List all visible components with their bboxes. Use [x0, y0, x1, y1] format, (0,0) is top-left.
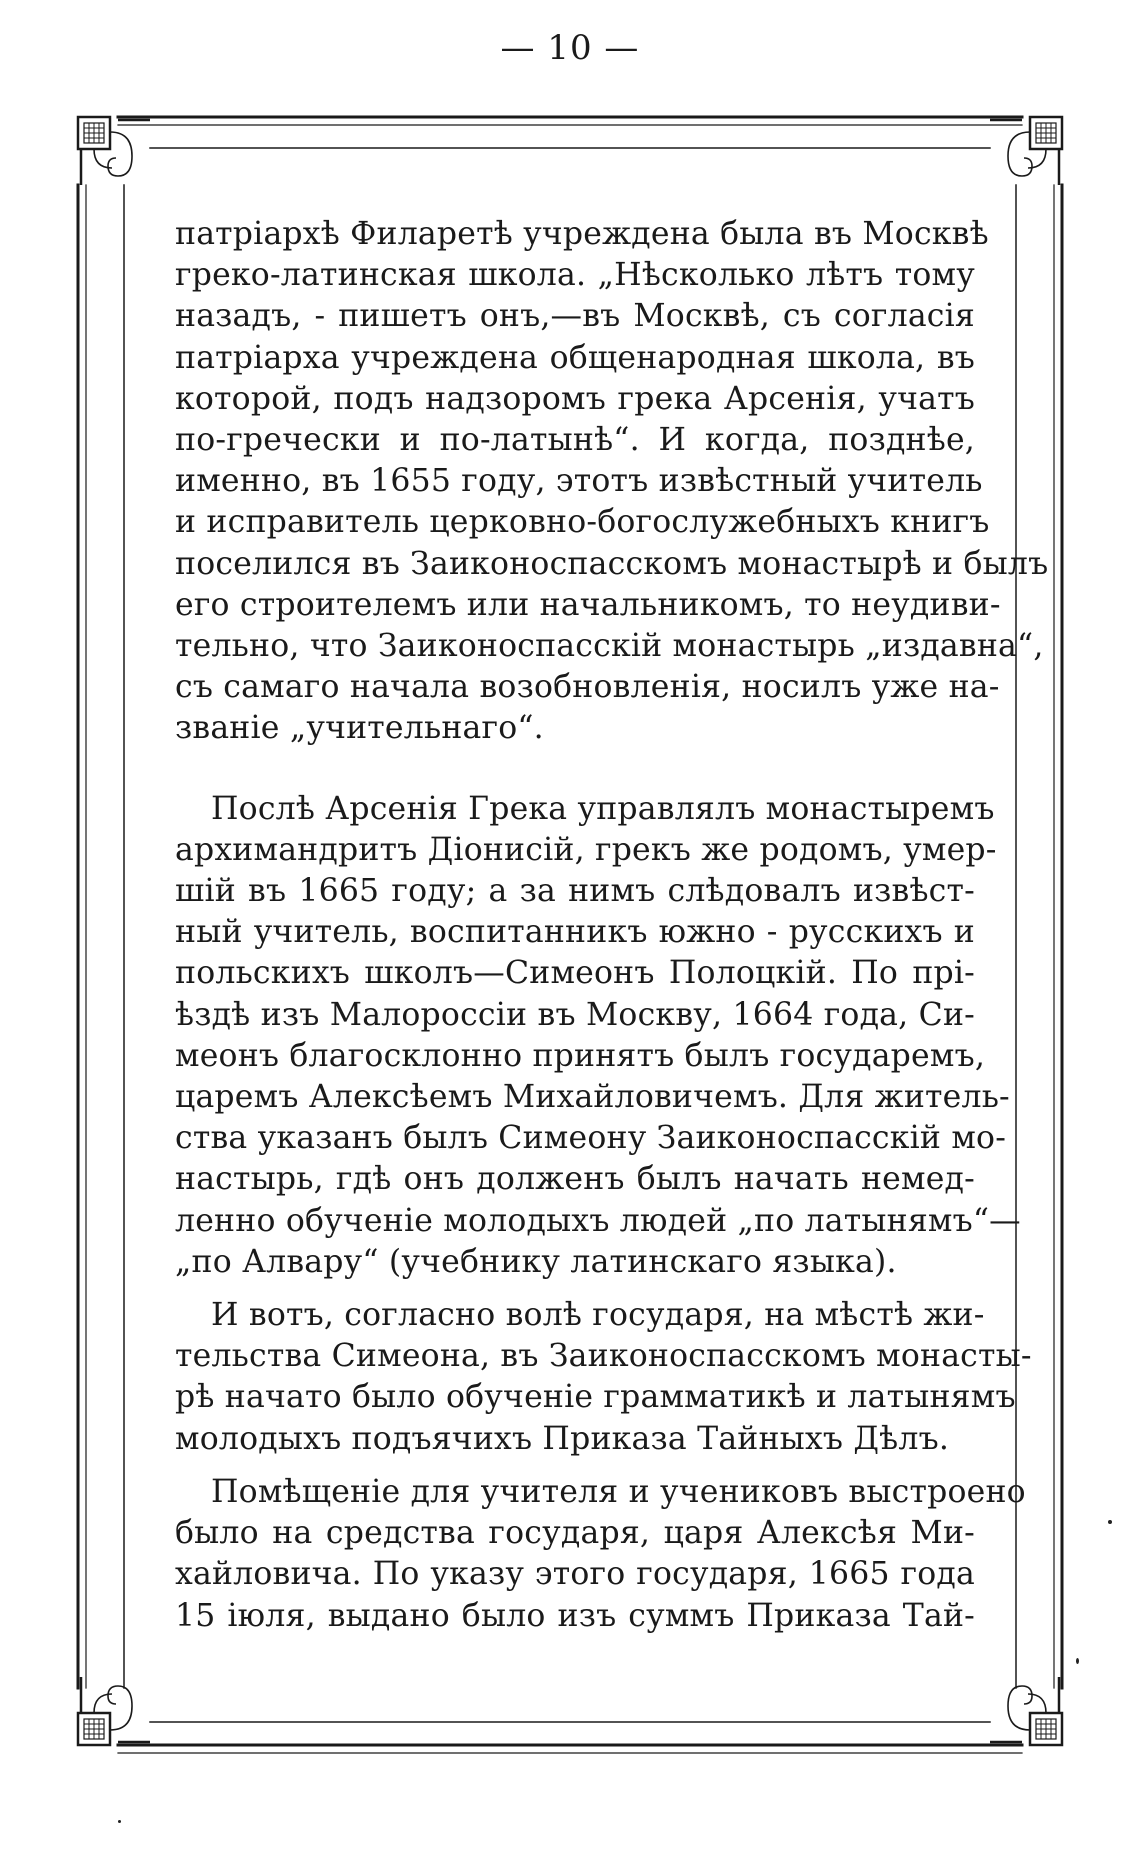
- text-line: хайловича. По указу этого государя, 1665 года: [175, 1556, 975, 1593]
- paragraph-4: [175, 1472, 1026, 1637]
- text-line: настырь, гдѣ онъ долженъ былъ начать немед-: [175, 1161, 975, 1198]
- text-line: которой, подъ надзоромъ грека Арсенія, учатъ: [175, 380, 975, 417]
- page-number: — 10 —: [500, 28, 640, 68]
- paragraph-2: [175, 789, 1021, 1283]
- text-line: ленно обученіе молодыхъ людей „по латынямъ“—: [175, 1202, 1021, 1239]
- text-line: шій въ 1665 году; а за нимъ слѣдовалъ извѣст-: [175, 873, 975, 910]
- text-line: поселился въ Заиконоспасскомъ монастырѣ и былъ: [175, 545, 1049, 582]
- paragraph-1: [175, 214, 1049, 750]
- text-line: 15 іюля, выдано было изъ суммъ Приказа Тай-: [175, 1597, 975, 1634]
- text-line: Послѣ Арсенія Грека управлялъ монастыремъ: [211, 790, 995, 827]
- text-line: тельно, что Заиконоспасскій монастырь „издавна“,: [175, 628, 1044, 665]
- text-line: рѣ начато было обученіе грамматикѣ и латынямъ: [175, 1379, 1016, 1416]
- text-line: греко-латинская школа. „Нѣсколько лѣтъ тому: [175, 257, 975, 294]
- text-line: по-гречески и по-латынѣ“. И когда, позднѣе,: [175, 422, 975, 459]
- page-text: [175, 214, 1049, 1637]
- text-line: архимандритъ Діонисій, грекъ же родомъ, умер-: [175, 831, 997, 868]
- text-line: И вотъ, согласно волѣ государя, на мѣстѣ жи-: [211, 1297, 985, 1334]
- text-line: ства указанъ былъ Симеону Заиконоспасскій мо-: [175, 1120, 1007, 1157]
- text-line: съ самаго начала возобновленія, носилъ уже на-: [175, 669, 1000, 706]
- text-line: именно, въ 1655 году, этотъ извѣстный учитель: [175, 463, 983, 500]
- text-line: молодыхъ подъячихъ Приказа Тайныхъ Дѣлъ.: [175, 1420, 950, 1457]
- text-line: меонъ благосклонно принятъ былъ государемъ,: [175, 1037, 986, 1074]
- text-line: его строителемъ или начальникомъ, то неудиви-: [175, 586, 1001, 623]
- text-line: патріархѣ Филаретѣ учреждена была въ Москвѣ: [175, 216, 989, 252]
- paragraph-3: [175, 1295, 1032, 1460]
- text-line: Помѣщеніе для учителя и учениковъ выстроено: [211, 1473, 1026, 1510]
- text-line: званіе „учительнаго“.: [175, 710, 544, 747]
- text-line: тельства Симеона, въ Заиконоспасскомъ монасты-: [175, 1338, 1032, 1375]
- text-line: ѣздѣ изъ Малороссіи въ Москву, 1664 года, Си-: [175, 996, 975, 1033]
- text-line: патріарха учреждена общенародная школа, въ: [175, 339, 975, 376]
- text-line: было на средства государя, царя Алексѣя Ми-: [175, 1515, 975, 1552]
- text-line: „по Алвару“ (учебнику латинскаго языка).: [175, 1243, 897, 1280]
- text-line: и исправитель церковно-богослужебныхъ книгъ: [175, 504, 990, 541]
- text-line: назадъ, - пишетъ онъ,—въ Москвѣ, съ согласія: [175, 298, 975, 335]
- text-line: ный учитель, воспитанникъ южно - русскихъ и: [175, 914, 975, 951]
- text-line: польскихъ школъ—Симеонъ Полоцкій. По прі-: [175, 955, 975, 992]
- text-line: царемъ Алексѣемъ Михайловичемъ. Для житель-: [175, 1079, 1010, 1116]
